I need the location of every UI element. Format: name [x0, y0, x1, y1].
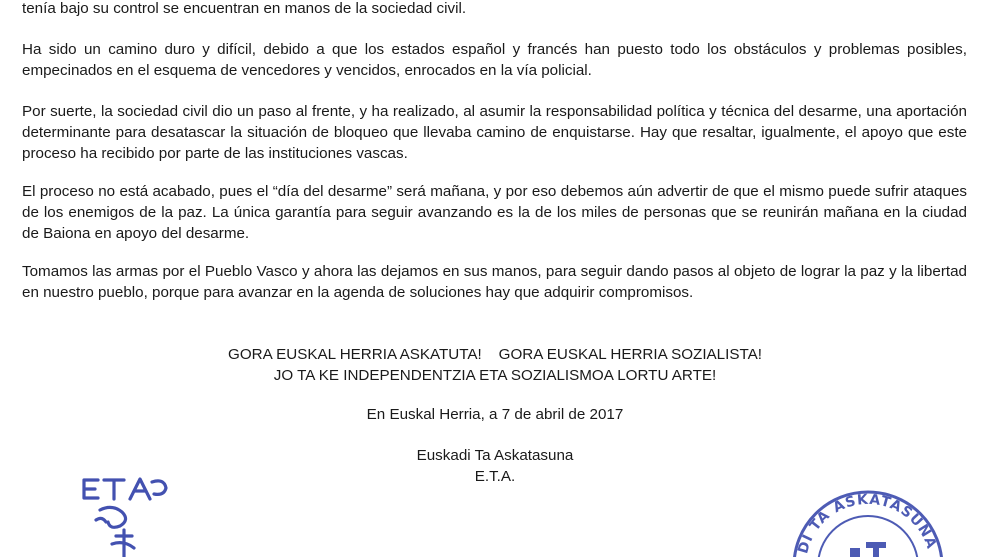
paragraph-4: Tomamos las armas por el Pueblo Vasco y ahora las dejamos en sus manos, para seguir dando pasos al objeto de lograr la paz y la libertad en nuestro pueblo, porque para avanzar en la agenda de soluciones hay que adquirir compromisos.: [22, 263, 967, 301]
slogan-line-1: GORA EUSKAL HERRIA ASKATUTA! GORA EUSKAL HERRIA SOZIALISTA!: [228, 346, 762, 363]
svg-text:DI TA ASKATASUNA: DI TA ASKATASUNA: [795, 491, 940, 556]
dateline: En Euskal Herria, a 7 de abril de 2017: [366, 406, 624, 423]
circular-seal-stamp: [788, 486, 948, 557]
slogan-line-2: JO TA KE INDEPENDENTZIA ETA SOZIALISMOA LORTU ARTE!: [273, 367, 717, 384]
signature-abbreviation: E.T.A.: [474, 468, 516, 485]
paragraph-0: tenía bajo su control se encuentran en manos de la sociedad civil.: [22, 0, 467, 17]
paragraph-2: Por suerte, la sociedad civil dio un paso al frente, y ha realizado, al asumir la responsabilidad política y técnica del desarme, una aportación determinante para desatascar la situación de bloqueo que llevaba camino de enquistarse. Hay que resaltar, igualmente, el apoyo que este proceso ha recibido por parte de las instituciones vascas.: [22, 103, 967, 162]
paragraph-1: Ha sido un camino duro y difícil, debido a que los estados español y francés han puesto todo los obstáculos y problemas posibles, empecinados en el esquema de vencedores y vencidos, enrocados en la vía policial.: [22, 41, 967, 79]
paragraph-3: El proceso no está acabado, pues el “día del desarme” será mañana, y por eso debemos aún advertir de que el mismo puede sufrir ataques de los enemigos de la paz. La única garantía para seguir avanzando es la de los miles de personas que se reunirán mañana en la ciudad de Baiona en apoyo del desarme.: [22, 183, 967, 242]
signature-name: Euskadi Ta Askatasuna: [416, 447, 574, 464]
eta-logo-stamp: [72, 470, 182, 557]
